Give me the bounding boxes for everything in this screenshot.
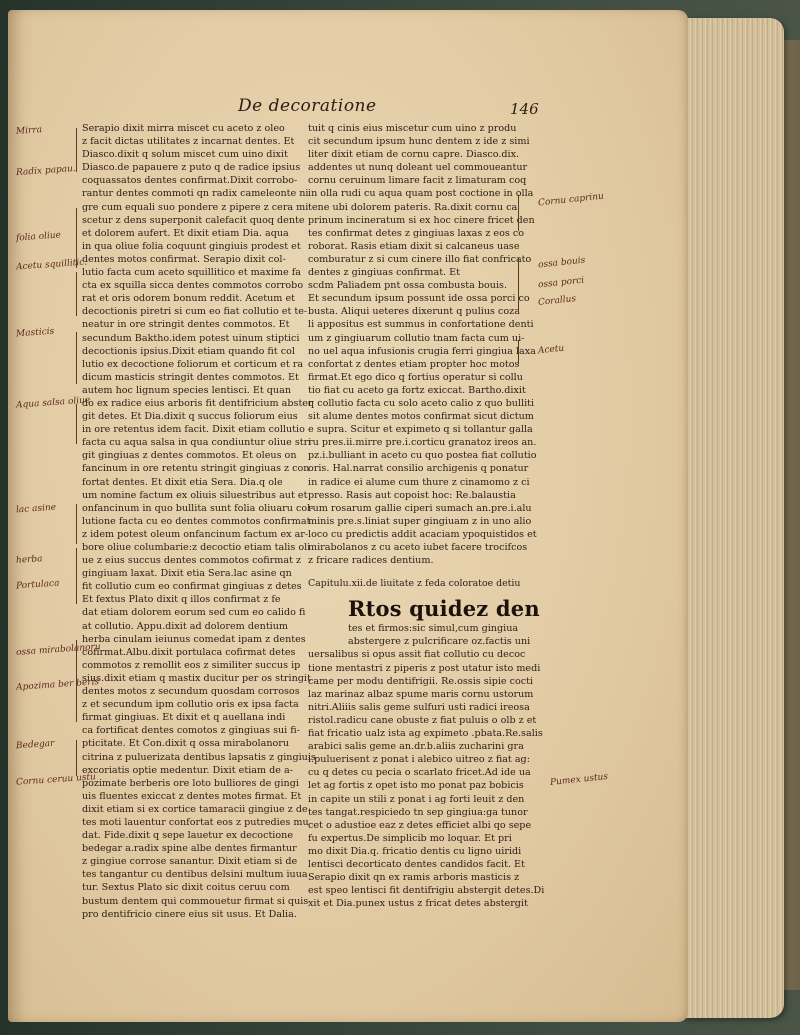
text-line: lutio facta cum aceto squillitico et maxime fa <box>82 267 302 279</box>
text-line: facta cu aqua salsa in qua condiuntur oliue stri <box>82 437 312 449</box>
text-line: abstergere z pulcrificare oz.factis uni <box>348 636 531 648</box>
margin-note-left: ossa mirabolanoru <box>15 642 101 658</box>
text-line: in qua oliue folia coquunt gingiuis prodest et <box>82 240 301 252</box>
text-line: ru pres.ii.mirre pre.i.corticu granatoz ireos an. <box>308 437 537 449</box>
text-line: ristol.radicu cane obuste z fiat puluis o olb z et <box>308 714 537 726</box>
text-line: Diasco.de papauere z puto q de radice ipsius <box>82 162 301 174</box>
text-line: xit et Dia.punex ustus z fricat detes abstergit <box>308 898 528 910</box>
margin-bracket <box>518 195 519 231</box>
text-line: pro dentifricio cinere eius sit usus. Et Dalia. <box>82 908 297 920</box>
margin-bracket <box>76 128 77 172</box>
margin-bracket <box>76 740 77 776</box>
text-line: tene ubi dolorem pateris. Ra.dixit cornu ca <box>308 201 518 213</box>
text-line: busta. Aliqui ueteres dixerunt q pulius coza <box>308 306 520 318</box>
margin-note-left: herba <box>15 554 43 566</box>
text-line: tione mentastri z piperis z post utatur isto medi <box>308 662 541 674</box>
text-line: coquassatos dentes confirmat.Dixit corrobo- <box>82 175 298 187</box>
text-line: e supra. Scitur et expimeto q si tollantur galla <box>308 424 533 436</box>
text-line: secundum Baktho.idem potest uinum stiptici <box>82 332 300 344</box>
text-line: uersalibus si opus assit fiat collutio cu decoc <box>308 649 526 661</box>
text-line: Et secundum ipsum possunt ide ossa porci co <box>308 293 530 305</box>
text-line: decoctionis ipsius.Dixit etiam quando fit col <box>82 345 295 357</box>
text-line: citrina z puluerizata dentibus lapsatis z gingiuis <box>82 751 316 763</box>
right-column-bottom <box>308 622 545 910</box>
text-line: lentisci decorticato dentes candidos facit. Et <box>308 858 525 870</box>
text-line: bore oliue columbarie:z decoctio etiam talis oli <box>82 542 311 553</box>
margin-bracket <box>76 686 77 722</box>
text-line: firmat.Et ego dico q fortius operatur si collu <box>308 371 523 383</box>
margin-bracket <box>518 258 519 314</box>
text-line: scetur z dens superponit calefacit quoq dente <box>82 214 305 226</box>
right-text-column <box>308 122 545 910</box>
margin-note-right: ossa porci <box>537 275 585 291</box>
text-line: git detes. Et Dia.dixit q succus foliorum eius <box>82 411 298 423</box>
margin-bracket <box>76 272 77 316</box>
margin-bracket <box>76 332 77 384</box>
text-line: fancinum in ore retentu stringit gingiuas z con <box>82 463 310 475</box>
text-line: gingiuam laxat. Dixit etia Sera.lac asine qn <box>82 568 292 580</box>
text-line: rat et oris odorem bonum reddit. Acetum et <box>82 293 295 305</box>
folio-number: 146 <box>510 100 539 118</box>
text-line: pz.i.bulliant in aceto cu quo postea fiat collutio <box>308 450 537 462</box>
text-line: pticitate. Et Con.dixit q ossa mirabolanoru <box>82 738 290 750</box>
margin-note-left: Cornu ceruu ustu <box>15 772 97 788</box>
text-line: cu q detes cu pecia o scarlato fricet.Ad ide ua <box>308 767 531 779</box>
text-line: presso. Rasis aut copoist hoc: Re.balaustia <box>308 489 516 501</box>
text-line: in ore retentus idem facit. Dixit etiam collutio <box>82 424 305 436</box>
text-line: nitri.Aliiis salis geme sulfuri usti radici ireosa <box>308 701 530 713</box>
text-line: est speo lentisci fit dentifrigiu abstergit detes.Di <box>308 885 545 897</box>
text-line: um z gingiuarum collutio tnam facta cum ui- <box>308 332 525 344</box>
text-line: tes confirmat detes z gingiuas laxas z eos co <box>308 227 525 239</box>
text-line: cet o adustioe eaz z detes efficiet albi qo sepe <box>308 819 532 831</box>
text-line: do ex radice eius arboris fit dentifricium abster <box>82 397 313 409</box>
text-line: cornu ceruinum limare facit z limaturam coq <box>308 175 527 187</box>
text-line: comburatur z si cum cinere illo fiat confricato <box>308 253 532 265</box>
text-line: dentes motos confirmat. Serapio dixit col- <box>82 253 286 265</box>
text-line: Serapio dixit mirra miscet cu aceto z oleo <box>82 123 285 134</box>
text-line: onfancinum in quo bullita sunt folia oliuaru col- <box>82 502 314 514</box>
text-line: at collutio. Appu.dixit ad dolorem dentium <box>82 620 289 632</box>
text-line: commotos z remollit eos z similiter succus ip <box>82 659 301 671</box>
text-line: laz marinaz albaz spume maris cornu ustorum <box>308 688 534 700</box>
text-line: in capite un stili z ponat i ag forti leuit z den <box>308 793 525 805</box>
margin-note-right: Corallus <box>537 294 577 308</box>
text-line: autem hoc lignum species lentisci. Et quan <box>82 384 292 396</box>
text-line: liter dixit etiam de cornu capre. Diasco.dix. <box>308 149 520 161</box>
text-line: oris. Hal.narrat consilio archigenis q ponatur <box>308 463 529 475</box>
text-line: arabici salis geme an.dr.b.aliis zucharini gra <box>308 741 524 753</box>
text-line: neatur in ore stringit dentes commotos. Et <box>82 319 290 331</box>
text-line: bustum dentem qui commouetur firmat si quis <box>82 895 309 907</box>
text-line: dentes z gingiuas confirmat. Et <box>308 267 461 279</box>
text-line: rum rosarum gallie ciperi sumach an.pre.i.alu <box>308 502 532 514</box>
text-line: tur. Sextus Plato sic dixit coitus ceruu com <box>82 882 290 894</box>
text-line: decoctionis piretri si cum eo fiat collutio et te- <box>82 306 308 318</box>
text-line: lutione facta cu eo dentes commotos confirmat <box>82 515 311 527</box>
chapter-opening-heading: Rtos quidez den <box>348 596 540 622</box>
text-line: roborat. Rasis etiam dixit si calcaneus uase <box>308 240 520 252</box>
text-line: tes moti lauentur confortat eos z putredies mu <box>82 816 309 828</box>
margin-note-left: Mirra <box>15 125 43 137</box>
text-line: firmat gingiuas. Et dixit et q auellana indi <box>82 712 286 724</box>
text-line: Et fextus Plato dixit q illos confirmat z fe <box>82 594 281 606</box>
text-line: Diasco.dixit q solum miscet cum uino dixit <box>82 149 288 161</box>
text-line: fit collutio cum eo confirmat gingiuas z detes <box>82 581 302 593</box>
text-line: git gingiuas z dentes commotos. Et oleus on <box>82 450 297 462</box>
text-line: tio fiat cu aceto ga fortz exiccat. Bartho.dixit <box>308 384 526 396</box>
running-head: De decoratione <box>238 96 377 116</box>
page-edges <box>684 18 784 1018</box>
text-line: lutio ex decoctione foliorum et corticum et ra <box>82 358 304 370</box>
text-line: tes et firmos:sic simul,cum gingiua <box>348 623 519 635</box>
margin-note-left: Apozima ber beris <box>15 677 100 693</box>
text-line: dat etiam dolorem eorum sed cum eo calido fi <box>82 607 306 619</box>
text-line: dentes motos z secundum quosdam corrosos <box>82 686 300 698</box>
text-line: li appositus est summus in confortatione denti <box>308 319 534 331</box>
text-line: rantur dentes commoti qn radix cameleonte ni <box>82 188 309 200</box>
right-column-top <box>308 122 537 567</box>
text-line: cta ex squilla sicca dentes commotos corrobo <box>82 280 304 292</box>
text-line: came per modu dentifrigii. Re.ossis sipie cocti <box>308 675 534 687</box>
text-line: cofirmat.Albu.dixit portulaca cofirmat detes <box>82 646 296 658</box>
text-line: mirabolanos z cu aceto iubet facere trocifcos <box>308 542 528 553</box>
text-line: gre cum equali suo pondere z pipere z cera mi <box>82 201 309 213</box>
text-line: loco cu predictis addit acaciam ypoquistidos et <box>308 528 537 540</box>
text-line: ue z eius succus dentes commotos cofirmat z <box>82 555 302 567</box>
chapter-title: Capitulu.xii.de liuitate z feda coloratoe detiu <box>308 578 521 590</box>
text-line: sit alume dentes motos confirmat sicut dictum <box>308 411 534 423</box>
text-line: q collutio facta cu solo aceto calio z quo bulliti <box>308 397 535 409</box>
text-line: tuit q cinis eius miscetur cum uino z produ <box>308 123 517 134</box>
text-line: prinum incineratum si ex hoc cinere fricet den <box>308 214 535 226</box>
margin-note-right: Cornu caprinu <box>537 191 605 209</box>
margin-note-left: Masticis <box>15 326 55 340</box>
text-line: ca fortificat dentes comotos z gingiuas sui fi- <box>82 725 300 737</box>
text-line: z facit dictas utilitates z incarnat dentes. Et <box>82 136 295 148</box>
text-line: et dolorem aufert. Et dixit etiam Dia. aqua <box>82 227 289 239</box>
text-line: dat. Fide.dixit q sepe lauetur ex decoctione <box>82 830 294 842</box>
text-line: uis fluentes exiccat z dentes motes firmat. Et <box>82 790 302 802</box>
margin-bracket <box>518 340 519 364</box>
text-line: z gingiue corrose sanantur. Dixit etiam si de <box>82 856 298 868</box>
left-text-column <box>82 122 316 921</box>
text-line: confortat z dentes etiam propter hoc motos <box>308 358 520 370</box>
text-line: in olla rudi cu aqua quam post coctione in olla <box>308 188 534 200</box>
text-line: mo dixit Dia.q. fricatio dentis cu ligno uiridi <box>308 845 522 857</box>
margin-bracket <box>76 504 77 544</box>
text-line: minis pre.s.liniat super gingiuam z in uno alio <box>308 515 532 527</box>
text-line: tes tangantur cu dentibus delsini multum iuua <box>82 869 308 881</box>
margin-note-right: Pumex ustus <box>549 771 609 789</box>
text-line: z idem potest oleum onfancinum factum ex ar- <box>82 528 309 540</box>
text-line: z fricare radices dentium. <box>308 555 434 567</box>
text-line: Serapio dixit qn ex ramis arboris masticis z <box>308 872 520 884</box>
text-line: let ag fortis z opet isto mo ponat paz bobicis <box>308 780 524 792</box>
margin-bracket <box>76 208 77 268</box>
margin-note-left: folia oliue <box>15 230 62 244</box>
text-line: excoriatis optie medentur. Dixit etiam de a- <box>82 764 293 776</box>
margin-note-right: Acetu <box>537 343 565 357</box>
text-line: fiat fricatio ualz ista ag expimeto .pbata.Re.salis <box>308 728 543 740</box>
text-line: no uel aqua infusionis crugia ferri gingiua laxa <box>308 345 536 357</box>
margin-note-left: Acetu squillitic. <box>15 257 88 273</box>
text-line: fu expertus.De simplicib mo loquar. Et pri <box>308 832 512 844</box>
text-line: in radice ei alume cum thure z cinamomo z ci <box>308 476 530 488</box>
text-line: i.puluerisent z ponat i alebico uitreo z fiat ag: <box>308 754 530 766</box>
margin-note-right: ossa bouis <box>537 255 586 271</box>
text-line: bedegar a.radix spine albe dentes firmantur <box>82 843 297 855</box>
margin-note-left: Aqua salsa oliue <box>15 395 91 411</box>
text-line: fortat dentes. Et dixit etia Sera. Dia.q ole <box>82 476 283 488</box>
text-line: dixit etiam si ex cortice tamaracii gingiue z de <box>82 803 308 815</box>
margin-note-left: Portulaca <box>15 578 60 592</box>
text-line: tes tangat.respiciedo tn sep gingiua:ga tunor <box>308 806 528 818</box>
margin-note-left: Bedegar <box>15 738 55 752</box>
margin-note-left: lac asine <box>15 502 57 516</box>
text-line: sius.dixit etiam q mastix ducitur per os stringit <box>82 672 311 684</box>
text-line: addentes ut nunq doleant uel commoueantur <box>308 162 528 174</box>
text-line: herba cinulam ieiunus comedat ipam z dentes <box>82 633 306 645</box>
margin-bracket <box>76 404 77 444</box>
text-line: dicum masticis stringit dentes commotos. Et <box>82 371 299 383</box>
text-line: z et secundum ipm collutio oris ex ipsa facta <box>82 699 299 711</box>
text-line: scdm Paliadem pnt ossa combusta bouis. <box>308 280 508 292</box>
text-line: cit secundum ipsum hunc dentem z ide z simi <box>308 136 530 148</box>
margin-bracket <box>76 548 77 604</box>
margin-note-left: Radix papau. <box>15 163 77 179</box>
text-line: um nomine factum ex oliuis siluestribus aut et <box>82 489 308 501</box>
text-line: pozimate berberis ore loto bulliores de gingi <box>82 777 299 789</box>
